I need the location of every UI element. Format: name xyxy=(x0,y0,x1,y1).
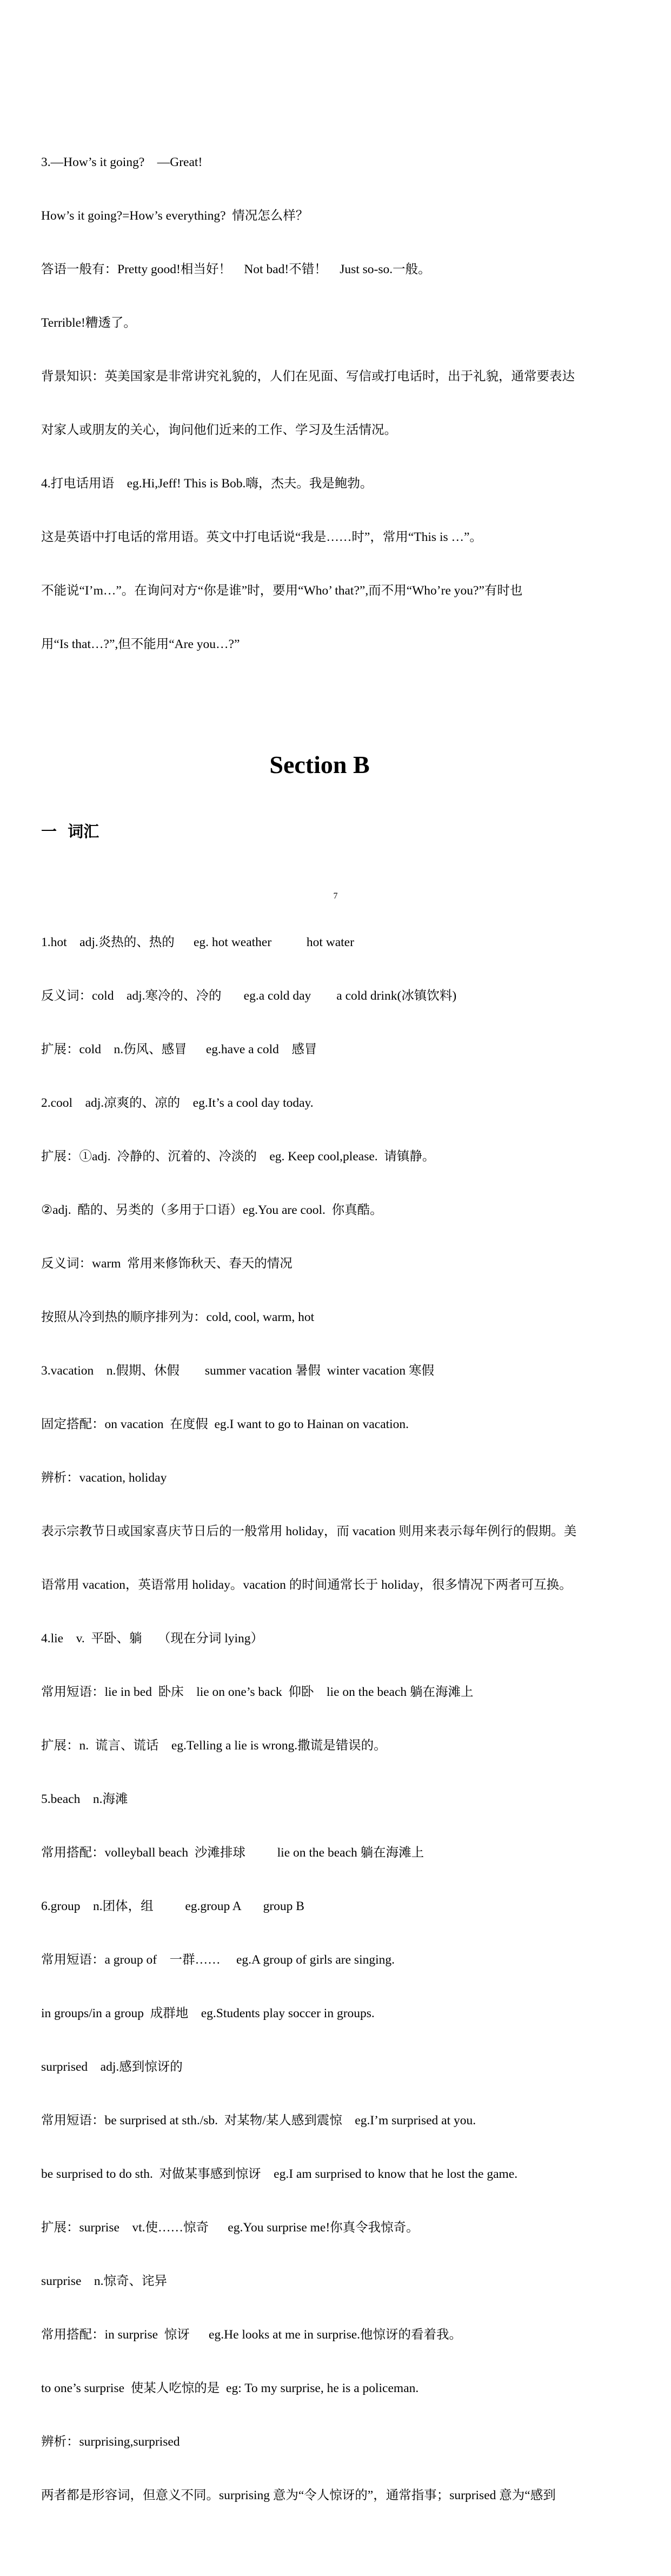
text-line: be surprised to do sth. 对做某事感到惊讶 eg.I am surprised to know that he lost the game. xyxy=(41,2167,518,2181)
text-line: 按照从冷到热的顺序排列为：cold, cool, warm, hot xyxy=(41,1310,315,1324)
vocab-heading: 一 词汇 xyxy=(41,822,99,841)
text-line: 5.beach n.海滩 xyxy=(41,1792,128,1806)
text-line: surprise n.惊奇、诧异 xyxy=(41,2274,168,2288)
text-line: 辨析：vacation, holiday xyxy=(41,1471,167,1485)
text-line: 不能说“I’m…”。在询问对方“你是谁”时，要用“Who’ that?”,而不用“Who’re you?”有时也 xyxy=(41,584,523,598)
text-line: 常用搭配：in surprise 惊讶 eg.He looks at me in surprise.他惊讶的看着我。 xyxy=(41,2328,462,2342)
text-line: 3.vacation n.假期、休假 summer vacation 暑假 winter vacation 寒假 xyxy=(41,1364,435,1378)
text-line: 反义词：cold adj.寒冷的、冷的 eg.a cold day a cold drink(冰镇饮料) xyxy=(41,989,457,1003)
text-line: 用“Is that…?”,但不能用“Are you…?” xyxy=(41,637,240,651)
text-line: 3.—How’s it going? —Great! xyxy=(41,155,203,169)
text-line: 4.lie v. 平卧、躺 （现在分词 lying） xyxy=(41,1632,264,1646)
text-line: 扩展：①adj. 冷静的、沉着的、冷淡的 eg. Keep cool,please. 请镇静。 xyxy=(41,1150,435,1164)
text-line: in groups/in a group 成群地 eg.Students play soccer in groups. xyxy=(41,2006,375,2020)
text-line: 6.group n.团体，组 eg.group A group B xyxy=(41,1899,304,1913)
text-line: 反义词：warm 常用来修饰秋天、春天的情况 xyxy=(41,1257,293,1271)
text-line: ②adj. 酷的、另类的（多用于口语）eg.You are cool. 你真酷。 xyxy=(41,1203,383,1217)
text-line: 常用短语：a group of 一群…… eg.A group of girls are singing. xyxy=(41,1953,395,1967)
text-line: 对家人或朋友的关心，询问他们近来的工作、学习及生活情况。 xyxy=(41,423,397,437)
page-content xyxy=(41,82,614,2576)
text-line: 两者都是形容词，但意义不同。surprising 意为“令人惊讶的”，通常指事；surprised 意为“感到 xyxy=(41,2488,556,2502)
intro-block xyxy=(41,118,614,689)
text-line: 固定搭配：on vacation 在度假 eg.I want to go to Hainan on vacation. xyxy=(41,1417,409,1431)
text-line: surprised adj.感到惊讶的 xyxy=(41,2060,183,2074)
text-line: 扩展：cold n.伤风、感冒 eg.have a cold 感冒 xyxy=(41,1042,317,1056)
text-line: 2.cool adj.凉爽的、凉的 eg.It’s a cool day today. xyxy=(41,1096,314,1110)
text-line: 常用搭配：volleyball beach 沙滩排球 lie on the beach 躺在海滩上 xyxy=(41,1846,424,1860)
text-line: 表示宗教节日或国家喜庆节日后的一般常用 holiday，而 vacation 则用来表示每年例行的假期。美 xyxy=(41,1524,577,1538)
text-line: 4.打电话用语 eg.Hi,Jeff! This is Bob.嗨，杰夫。我是鲍勃。 xyxy=(41,477,373,491)
text-line: 常用短语：lie in bed 卧床 lie on one’s back 仰卧 lie on the beach 躺在海滩上 xyxy=(41,1685,474,1699)
text-line: 扩展：surprise vt.使……惊奇 eg.You surprise me!你真令我惊奇。 xyxy=(41,2221,419,2235)
vocab-block xyxy=(41,898,614,2540)
text-line: 语常用 vacation，英语常用 holiday。vacation 的时间通常长于 holiday，很多情况下两者可互换。 xyxy=(41,1578,572,1592)
text-line: 扩展：n. 谎言、谎话 eg.Telling a lie is wrong.撒谎是错误的。 xyxy=(41,1739,387,1753)
text-line: How’s it going?=How’s everything? 情况怎么样？ xyxy=(41,209,309,223)
text-line: Terrible!糟透了。 xyxy=(41,316,136,330)
page-number: 7 xyxy=(333,891,338,901)
text-line: 常用短语：be surprised at sth./sb. 对某物/某人感到震惊 eg.I’m surprised at you. xyxy=(41,2113,476,2128)
text-line: 背景知识：英美国家是非常讲究礼貌的，人们在见面、写信或打电话时，出于礼貌，通常要表达 xyxy=(41,369,575,384)
text-line: 答语一般有：Pretty good!相当好！ Not bad!不错！ Just so-so.一般。 xyxy=(41,262,431,276)
text-line: 这是英语中打电话的常用语。英文中打电话说“我是……时”，常用“This is …”。 xyxy=(41,530,482,544)
section-title: Section B xyxy=(269,751,370,778)
text-line: to one’s surprise 使某人吃惊的是 eg: To my surprise, he is a policeman. xyxy=(41,2381,419,2395)
text-line: 1.hot adj.炎热的、热的 eg. hot weather hot water xyxy=(41,935,354,949)
text-line: 辨析：surprising,surprised xyxy=(41,2435,180,2449)
